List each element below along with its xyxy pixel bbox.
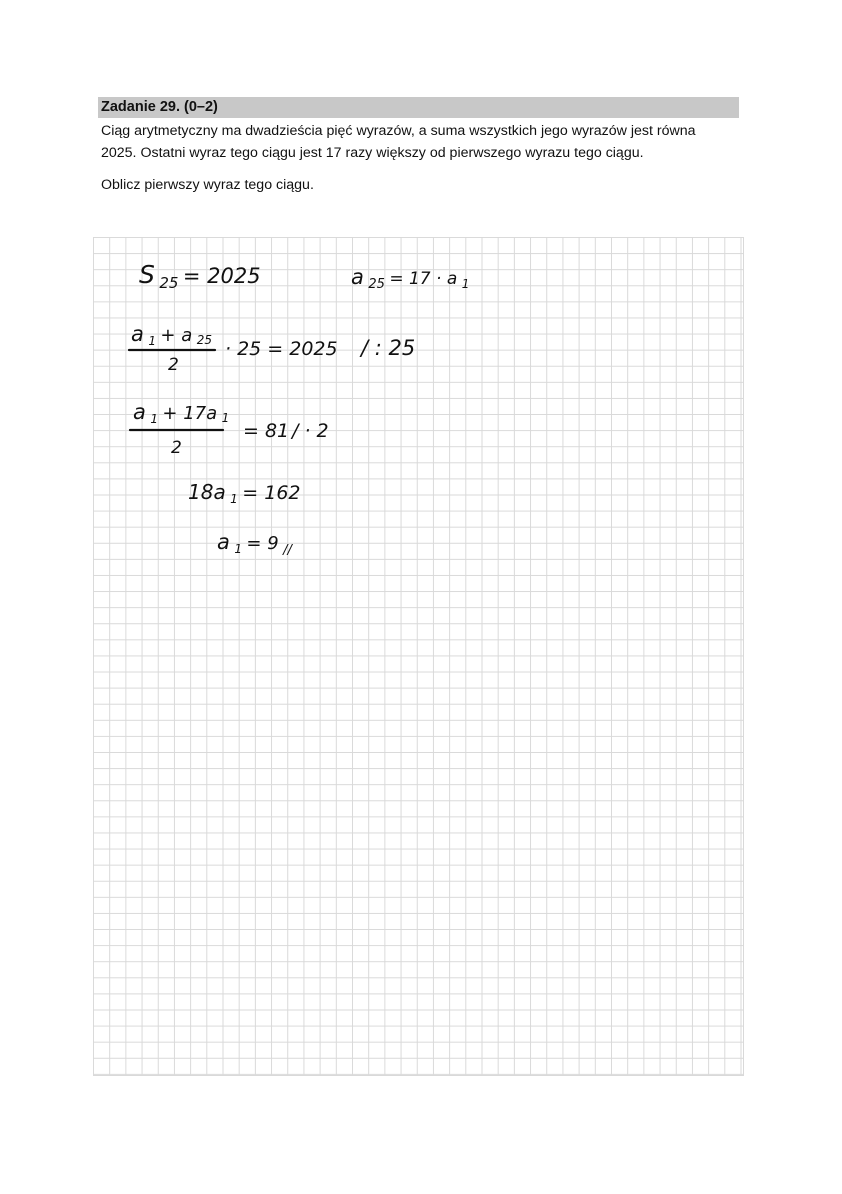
line1-right-main: a [351, 265, 364, 289]
line2-num-plus: + a [160, 325, 193, 346]
task-statement: Ciąg arytmetyczny ma dwadzieścia pięć wyrazów, a suma wszystkich jego wyrazów jest równa 2025. Ostatni wyraz tego ciągu jest 17 razy większy od pierwszego wyrazu tego ciągu. [101, 123, 696, 161]
line2-op: / : 25 [361, 336, 416, 360]
line5-sub: 1 [234, 542, 242, 556]
line2-num-a-sub: 1 [148, 334, 156, 348]
line3-num-plus: + 17a [162, 403, 218, 424]
line5-rest: = 9 [246, 533, 279, 554]
line3-denominator: 2 [171, 438, 182, 458]
line3-num-a-sub: 1 [150, 412, 158, 426]
line3-op: / · 2 [292, 420, 329, 442]
line2-num-a: a [131, 322, 144, 346]
line3-numerator [133, 400, 229, 427]
line1-left-sub: 25 [159, 274, 179, 292]
line3-num-a: a [133, 400, 146, 424]
line2-num-b-sub: 25 [196, 333, 212, 347]
line4-coef: 18a [188, 480, 226, 504]
line1-right [351, 265, 469, 292]
line3-num-b-sub: 1 [221, 411, 230, 425]
line1-right-sub: 25 [368, 277, 385, 292]
line2-numerator [131, 322, 212, 349]
task-instruction: Oblicz pierwszy wyraz tego ciągu. [101, 177, 314, 193]
line2-denominator: 2 [168, 355, 179, 375]
line1-right-sub2: 1 [461, 277, 470, 291]
line1-left [139, 260, 261, 292]
line3-rest: = 81 [243, 420, 290, 442]
line5-mark: // [283, 543, 292, 558]
line5-main: a [217, 530, 230, 554]
line4-sub: 1 [230, 492, 238, 506]
handwritten-solution [93, 237, 743, 1075]
line4 [188, 480, 301, 507]
line1-right-mid: = 17 · a [389, 269, 458, 289]
line1-left-rest: = 2025 [182, 264, 261, 288]
task-header [98, 97, 739, 118]
answer-grid[interactable] [93, 237, 744, 1076]
line5 [217, 530, 294, 558]
task-body [101, 120, 731, 196]
line1-left-main: S [139, 260, 155, 289]
task-title: Zadanie 29. (0–2) [101, 99, 218, 115]
line4-rest: = 162 [242, 482, 301, 504]
line2-rest: · 25 = 2025 [225, 338, 338, 360]
